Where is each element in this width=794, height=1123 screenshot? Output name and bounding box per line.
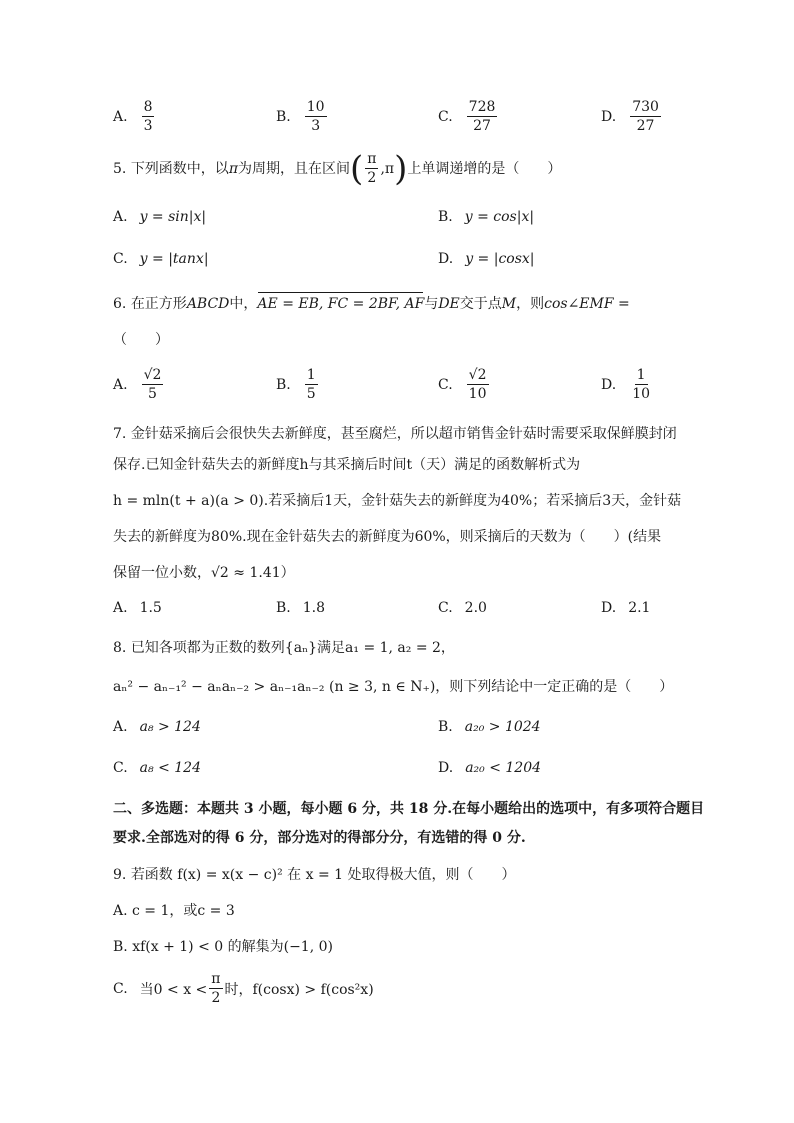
option-label: B. bbox=[276, 600, 291, 616]
numerator: 8 bbox=[143, 99, 153, 115]
fraction bbox=[365, 150, 378, 187]
cos-expression: cos∠EMF = bbox=[544, 296, 630, 312]
option-label: C. bbox=[113, 251, 128, 267]
numerator: π bbox=[211, 971, 221, 987]
q8-stem-line2: aₙ² − aₙ₋₁² − aₙaₙ₋₂ > aₙ₋₁aₙ₋₂ (n ≥ 3, n ∈ N₊)，则下列结论中一定正确的是（ ） bbox=[113, 679, 674, 695]
q6-stem bbox=[113, 294, 630, 314]
denominator: 10 bbox=[468, 386, 487, 402]
fraction bbox=[305, 98, 327, 135]
option-label: B. bbox=[438, 209, 453, 225]
numerator: √2 bbox=[468, 367, 487, 383]
option-value: 2.0 bbox=[464, 600, 487, 616]
q6-option-d[interactable] bbox=[601, 366, 654, 403]
question-number: 7. bbox=[113, 426, 127, 442]
q7-stem-line1 bbox=[113, 424, 677, 444]
q8-option-a[interactable] bbox=[113, 719, 201, 735]
numerator: √2 bbox=[143, 367, 162, 383]
q9-stem bbox=[113, 865, 515, 885]
q8-option-d[interactable] bbox=[438, 760, 541, 776]
fraction bbox=[305, 366, 318, 403]
q7-option-c[interactable] bbox=[438, 600, 487, 616]
q7-option-a[interactable] bbox=[113, 600, 162, 616]
q7-option-b[interactable] bbox=[276, 600, 325, 616]
option-label: D. bbox=[438, 251, 454, 267]
fraction bbox=[630, 366, 652, 403]
option-label: C. bbox=[438, 600, 453, 616]
q5-option-c[interactable] bbox=[113, 251, 209, 267]
left-paren: ( bbox=[350, 148, 364, 189]
option-label: A. bbox=[113, 376, 128, 393]
option-text: 当0 < x < bbox=[139, 981, 208, 998]
stem-text: 已知各项都为正数的数列{aₙ}满足a₁ = 1, a₂ = 2， bbox=[130, 640, 455, 656]
point-name: M bbox=[501, 296, 517, 312]
denominator: 5 bbox=[148, 386, 157, 402]
q7-option-d[interactable] bbox=[601, 600, 650, 616]
square-name: ABCD bbox=[186, 296, 230, 312]
q5-stem bbox=[113, 150, 561, 187]
right-paren: ) bbox=[394, 148, 408, 189]
option-value: 1.5 bbox=[139, 600, 162, 616]
denominator: 27 bbox=[636, 118, 655, 134]
q5-option-b[interactable] bbox=[438, 209, 534, 225]
option-expr: y = cos|x| bbox=[464, 209, 535, 225]
option-label: C. bbox=[438, 376, 453, 393]
q6-answer-paren: （ ） bbox=[113, 332, 169, 348]
option-label: C. bbox=[438, 108, 453, 125]
option-label: B. bbox=[276, 376, 291, 393]
q4-option-c[interactable] bbox=[438, 98, 499, 135]
option-label: D. bbox=[601, 600, 617, 616]
stem-text: 在正方形 bbox=[130, 296, 187, 312]
denominator: 3 bbox=[311, 118, 321, 134]
stem-text: 中， bbox=[229, 296, 258, 312]
fraction bbox=[209, 970, 222, 1007]
q9-option-a[interactable]: A. c = 1，或c = 3 bbox=[113, 903, 235, 919]
option-label: D. bbox=[601, 376, 617, 393]
option-expr: y = |tanx| bbox=[139, 251, 209, 267]
option-expr: y = sin|x| bbox=[139, 209, 207, 225]
stem-text: ，则 bbox=[516, 296, 545, 312]
denominator: 2 bbox=[211, 990, 221, 1006]
q7-stem-line5: 保留一位小数，√2 ≈ 1.41） bbox=[113, 565, 295, 581]
q6-option-a[interactable] bbox=[113, 366, 165, 403]
section-heading-line1: 二、多选题：本题共 3 小题，每小题 6 分，共 18 分.在每小题给出的选项中，有多项符合题目 bbox=[113, 801, 705, 817]
fraction bbox=[467, 98, 498, 135]
question-number: 5. bbox=[113, 160, 127, 177]
q5-option-a[interactable] bbox=[113, 209, 206, 225]
stem-text: 交于点 bbox=[459, 296, 502, 312]
denominator: 10 bbox=[632, 386, 651, 402]
interval-right: ,π bbox=[380, 160, 395, 177]
section-heading-line2: 要求.全部选对的得 6 分，部分选对的得部分分，有选错的得 0 分. bbox=[113, 830, 526, 846]
option-value: 1.8 bbox=[302, 600, 326, 616]
q5-option-d[interactable] bbox=[438, 251, 535, 267]
numerator: 1 bbox=[636, 367, 646, 383]
option-label: A. bbox=[113, 600, 128, 616]
numerator: π bbox=[367, 151, 377, 167]
numerator: 1 bbox=[306, 367, 316, 383]
option-expr: a₈ > 124 bbox=[139, 719, 201, 735]
fraction bbox=[467, 366, 489, 403]
fraction bbox=[142, 98, 155, 135]
denominator: 27 bbox=[473, 118, 491, 134]
q7-stem-line4: 失去的新鲜度为80%.现在金针菇失去的新鲜度为60%，则采摘后的天数为（ ）(结果 bbox=[113, 529, 662, 545]
q8-option-c[interactable] bbox=[113, 760, 201, 776]
option-label: C. bbox=[113, 980, 128, 997]
q7-stem-line3: h = mln(t + a)(a > 0).若采摘后1天，金针菇失去的新鲜度为40%；若采摘后3天，金针菇 bbox=[113, 493, 682, 509]
denominator: 5 bbox=[306, 386, 316, 402]
q9-option-c[interactable] bbox=[113, 970, 374, 1007]
q8-stem-line1 bbox=[113, 638, 455, 658]
option-label: D. bbox=[601, 108, 617, 125]
numerator: 728 bbox=[468, 99, 496, 115]
option-expr: a₂₀ > 1024 bbox=[464, 719, 541, 735]
stem-text: 上单调递增的是（ ） bbox=[407, 160, 562, 177]
stem-text: 下列函数中，以 bbox=[130, 160, 229, 177]
option-label: D. bbox=[438, 760, 454, 776]
option-label: B. bbox=[438, 719, 453, 735]
stem-text: 若函数 f(x) = x(x − c)² 在 x = 1 处取得极大值，则（ ） bbox=[130, 867, 516, 883]
question-number: 9. bbox=[113, 867, 127, 883]
pi-symbol: π bbox=[228, 160, 239, 177]
question-number: 6. bbox=[113, 296, 127, 312]
option-label: C. bbox=[113, 760, 128, 776]
stem-text: 金针菇采摘后会很快失去新鲜度，甚至腐烂，所以超市销售金针菇时需要采取保鲜膜封闭 bbox=[130, 426, 677, 442]
option-label: A. bbox=[113, 209, 128, 225]
q6-option-b[interactable] bbox=[276, 366, 320, 403]
option-label: B. bbox=[276, 108, 291, 125]
option-label: A. bbox=[113, 719, 128, 735]
q4-option-d[interactable] bbox=[601, 98, 663, 135]
denominator: 3 bbox=[143, 118, 153, 134]
stem-text: 为周期，且在区间 bbox=[238, 160, 351, 177]
q9-option-b[interactable]: B. xf(x + 1) < 0 的解集为(−1, 0) bbox=[113, 939, 333, 955]
q4-option-a[interactable] bbox=[113, 98, 156, 135]
fraction bbox=[142, 366, 164, 403]
fraction bbox=[630, 98, 661, 135]
denominator: 2 bbox=[367, 170, 377, 186]
option-expr: y = |cosx| bbox=[465, 251, 535, 267]
question-number: 8. bbox=[113, 640, 127, 656]
option-expr: a₂₀ < 1204 bbox=[465, 760, 542, 776]
q7-stem-line2: 保存.已知金针菇失去的新鲜度h与其采摘后时间t（天）满足的函数解析式为 bbox=[113, 457, 581, 473]
option-expr: a₈ < 124 bbox=[139, 760, 201, 776]
segment-name: DE bbox=[438, 296, 460, 312]
numerator: 730 bbox=[632, 99, 659, 115]
q6-option-c[interactable] bbox=[438, 366, 491, 403]
option-text: 时，f(cosx) > f(cos²x) bbox=[224, 981, 374, 998]
stem-text: 与 bbox=[424, 296, 439, 312]
numerator: 10 bbox=[306, 99, 325, 115]
option-value: 2.1 bbox=[628, 600, 651, 616]
option-label: A. bbox=[113, 108, 128, 125]
vector-conditions: AE = EB, FC = 2BF, AF bbox=[257, 296, 425, 312]
q8-option-b[interactable] bbox=[438, 719, 541, 735]
q4-option-b[interactable] bbox=[276, 98, 329, 135]
